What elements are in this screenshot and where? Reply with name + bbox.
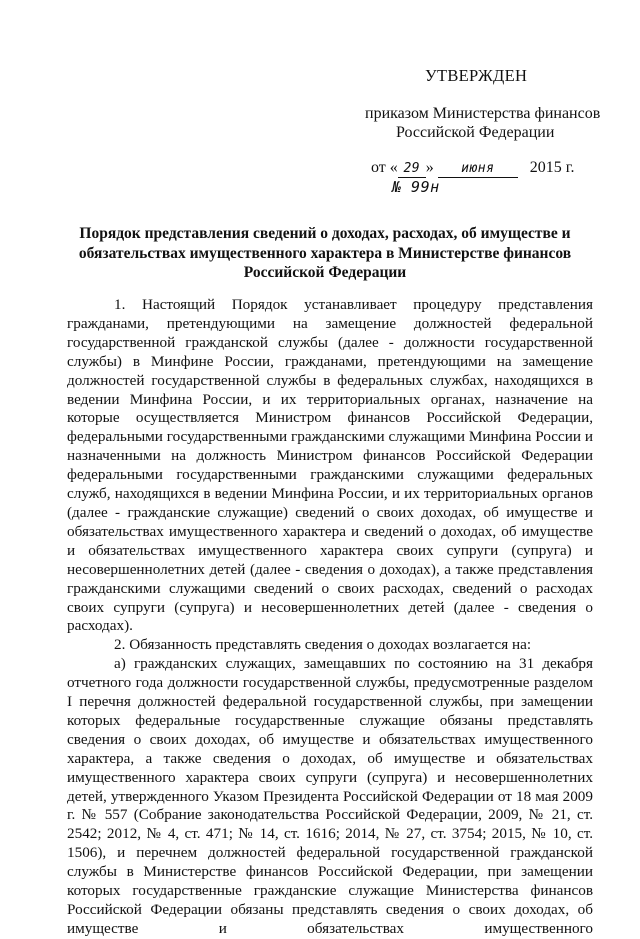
document-title: Порядок представления сведений о доходах, расходах, об имуществе и обязательствах имущественного характера в Министерстве финансов Российской Федерации (78, 225, 572, 281)
paragraph-2a: а) гражданских служащих, замещавших по состоянию на 31 декабря отчетного года должности государственной службы, предусмотренные разделом I перечня должностей федеральной государственной службы, при замещении которых федеральные государственные служащие обязаны представлять сведения о своих доходах, об имуществе и обязательствах имущественного характера, а также сведения о доходах, об имуществе и обязательствах имущественного характера своих супруги (супруга) и несовершеннолетних детей, утвержденного Указом Президента Российской Федерации от 18 мая 2009 г. № 557 (Собрание законодательства Российской Федерации, 2009, № 21, ст. 2542; 2012, № 4, ст. 471; № 14, ст. 1616; 2014, № 27, ст. 3754; 2015, № 10, ст. 1506), и перечнем должностей федеральной государственной гражданской службы в Министерстве финансов Российской Федерации, при замещении которых государственные гражданские служащие Министерства финансов Российской Федерации обязаны представлять сведения о своих доходах, об имуществе и обязательствах имущественного (67, 655, 593, 937)
paragraph-2: 2. Обязанность представлять сведения о доходах возлагается на: (114, 636, 532, 654)
date-day: 29 (398, 161, 426, 178)
document-body (67, 296, 593, 939)
order-line-1: приказом Министерства финансов (365, 105, 601, 122)
date-year: 2015 (529, 159, 562, 176)
order-line-2: Российской Федерации (396, 124, 555, 141)
date-prefix: от « (371, 159, 398, 176)
order-number: № 99н (392, 178, 440, 196)
date-mid: » (425, 159, 434, 176)
paragraph-1: 1. Настоящий Порядок устанавливает процедуру представления гражданами, претендующими на замещение должностей федеральной государственной гражданской службы (далее - должности государственной службы) в Минфине России, гражданами, претендующими на замещение должностей государственной службы в федеральных службах, находящихся в ведении Минфина России, и их территориальных органах, назначение на которые осуществляется Министром финансов Российской Федерации, федеральными государственными гражданскими служащими Минфина России и назначенными на должность Министром финансов Российской Федерации федеральными государственными гражданскими служащими федеральных служб, находящихся в ведении Минфина России, и их территориальных органов (далее - гражданские служащие) сведений о своих доходах, об имуществе и обязательствах имущественного характера и сведений о доходах, об имуществе и обязательствах имущественного характера своих супруги (супруга) и несовершеннолетних детей (далее - сведения о доходах), а также представления гражданскими служащими сведений о своих расходах, сведений о расходах своих супруги (супруга) и несовершеннолетних детей (далее - сведения о расходах). (67, 296, 593, 635)
order-date (371, 158, 575, 178)
date-month: июня (438, 161, 518, 178)
approval-block (360, 66, 610, 142)
approved-stamp: УТВЕРЖДЕН (425, 66, 528, 85)
date-suffix: г. (565, 159, 575, 176)
